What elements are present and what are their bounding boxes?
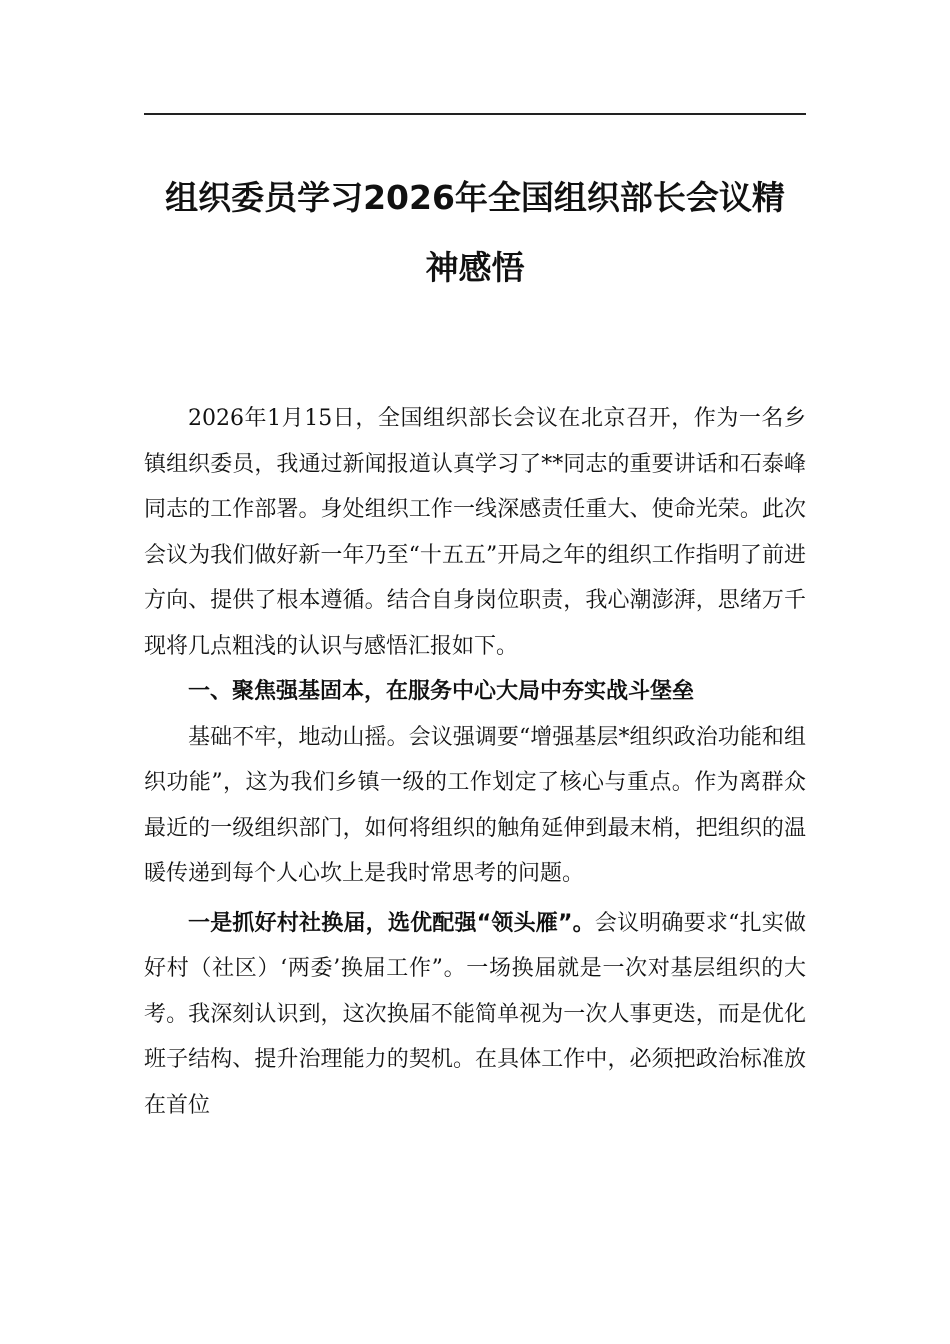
point-1-lead: 一是抓好村社换届，选优配强“领头雁”。 xyxy=(188,910,595,936)
document-title xyxy=(144,163,806,303)
title-line-2: 神感悟 xyxy=(425,248,525,287)
intro-paragraph: 2026年1月15日，全国组织部长会议在北京召开，作为一名乡镇组织委员，我通过新闻报道认真学习了**同志的重要讲话和石泰峰同志的工作部署。身处组织工作一线深感责任重大、使命光荣。此次会议为我们做好新一年乃至“十五五”开局之年的组织工作指明了前进方向、提供了根本遵循。结合自身岗位职责，我心潮澎湃，思绪万千现将几点粗浅的认识与感悟汇报如下。 xyxy=(144,406,806,659)
title-line-1: 组织委员学习2026年全国组织部长会议精 xyxy=(165,178,785,217)
section-1-paragraph: 基础不牢，地动山摇。会议强调要“增强基层*组织政治功能和组织功能”，这为我们乡镇一级的工作划定了核心与重点。作为离群众最近的一级组织部门，如何将组织的触角延伸到最末梢，把组织的温暖传递到每个人心坎上是我时常思考的问题。 xyxy=(144,724,806,886)
point-1-body: 会议明确要求“扎实做好村（社区）‘两委’换届工作”。一场换届就是一次对基层组织的大考。我深刻认识到，这次换届不能简单视为一次人事更迭，而是优化班子结构、提升治理能力的契机。在具体工作中，必须把政治标准放在首位 xyxy=(144,910,806,1118)
document-body xyxy=(144,396,806,1128)
point-1-paragraph xyxy=(144,901,806,1129)
header-rule xyxy=(144,113,806,115)
section-1-heading: 一、聚焦强基固本，在服务中心大局中夯实战斗堡垒 xyxy=(188,679,695,704)
